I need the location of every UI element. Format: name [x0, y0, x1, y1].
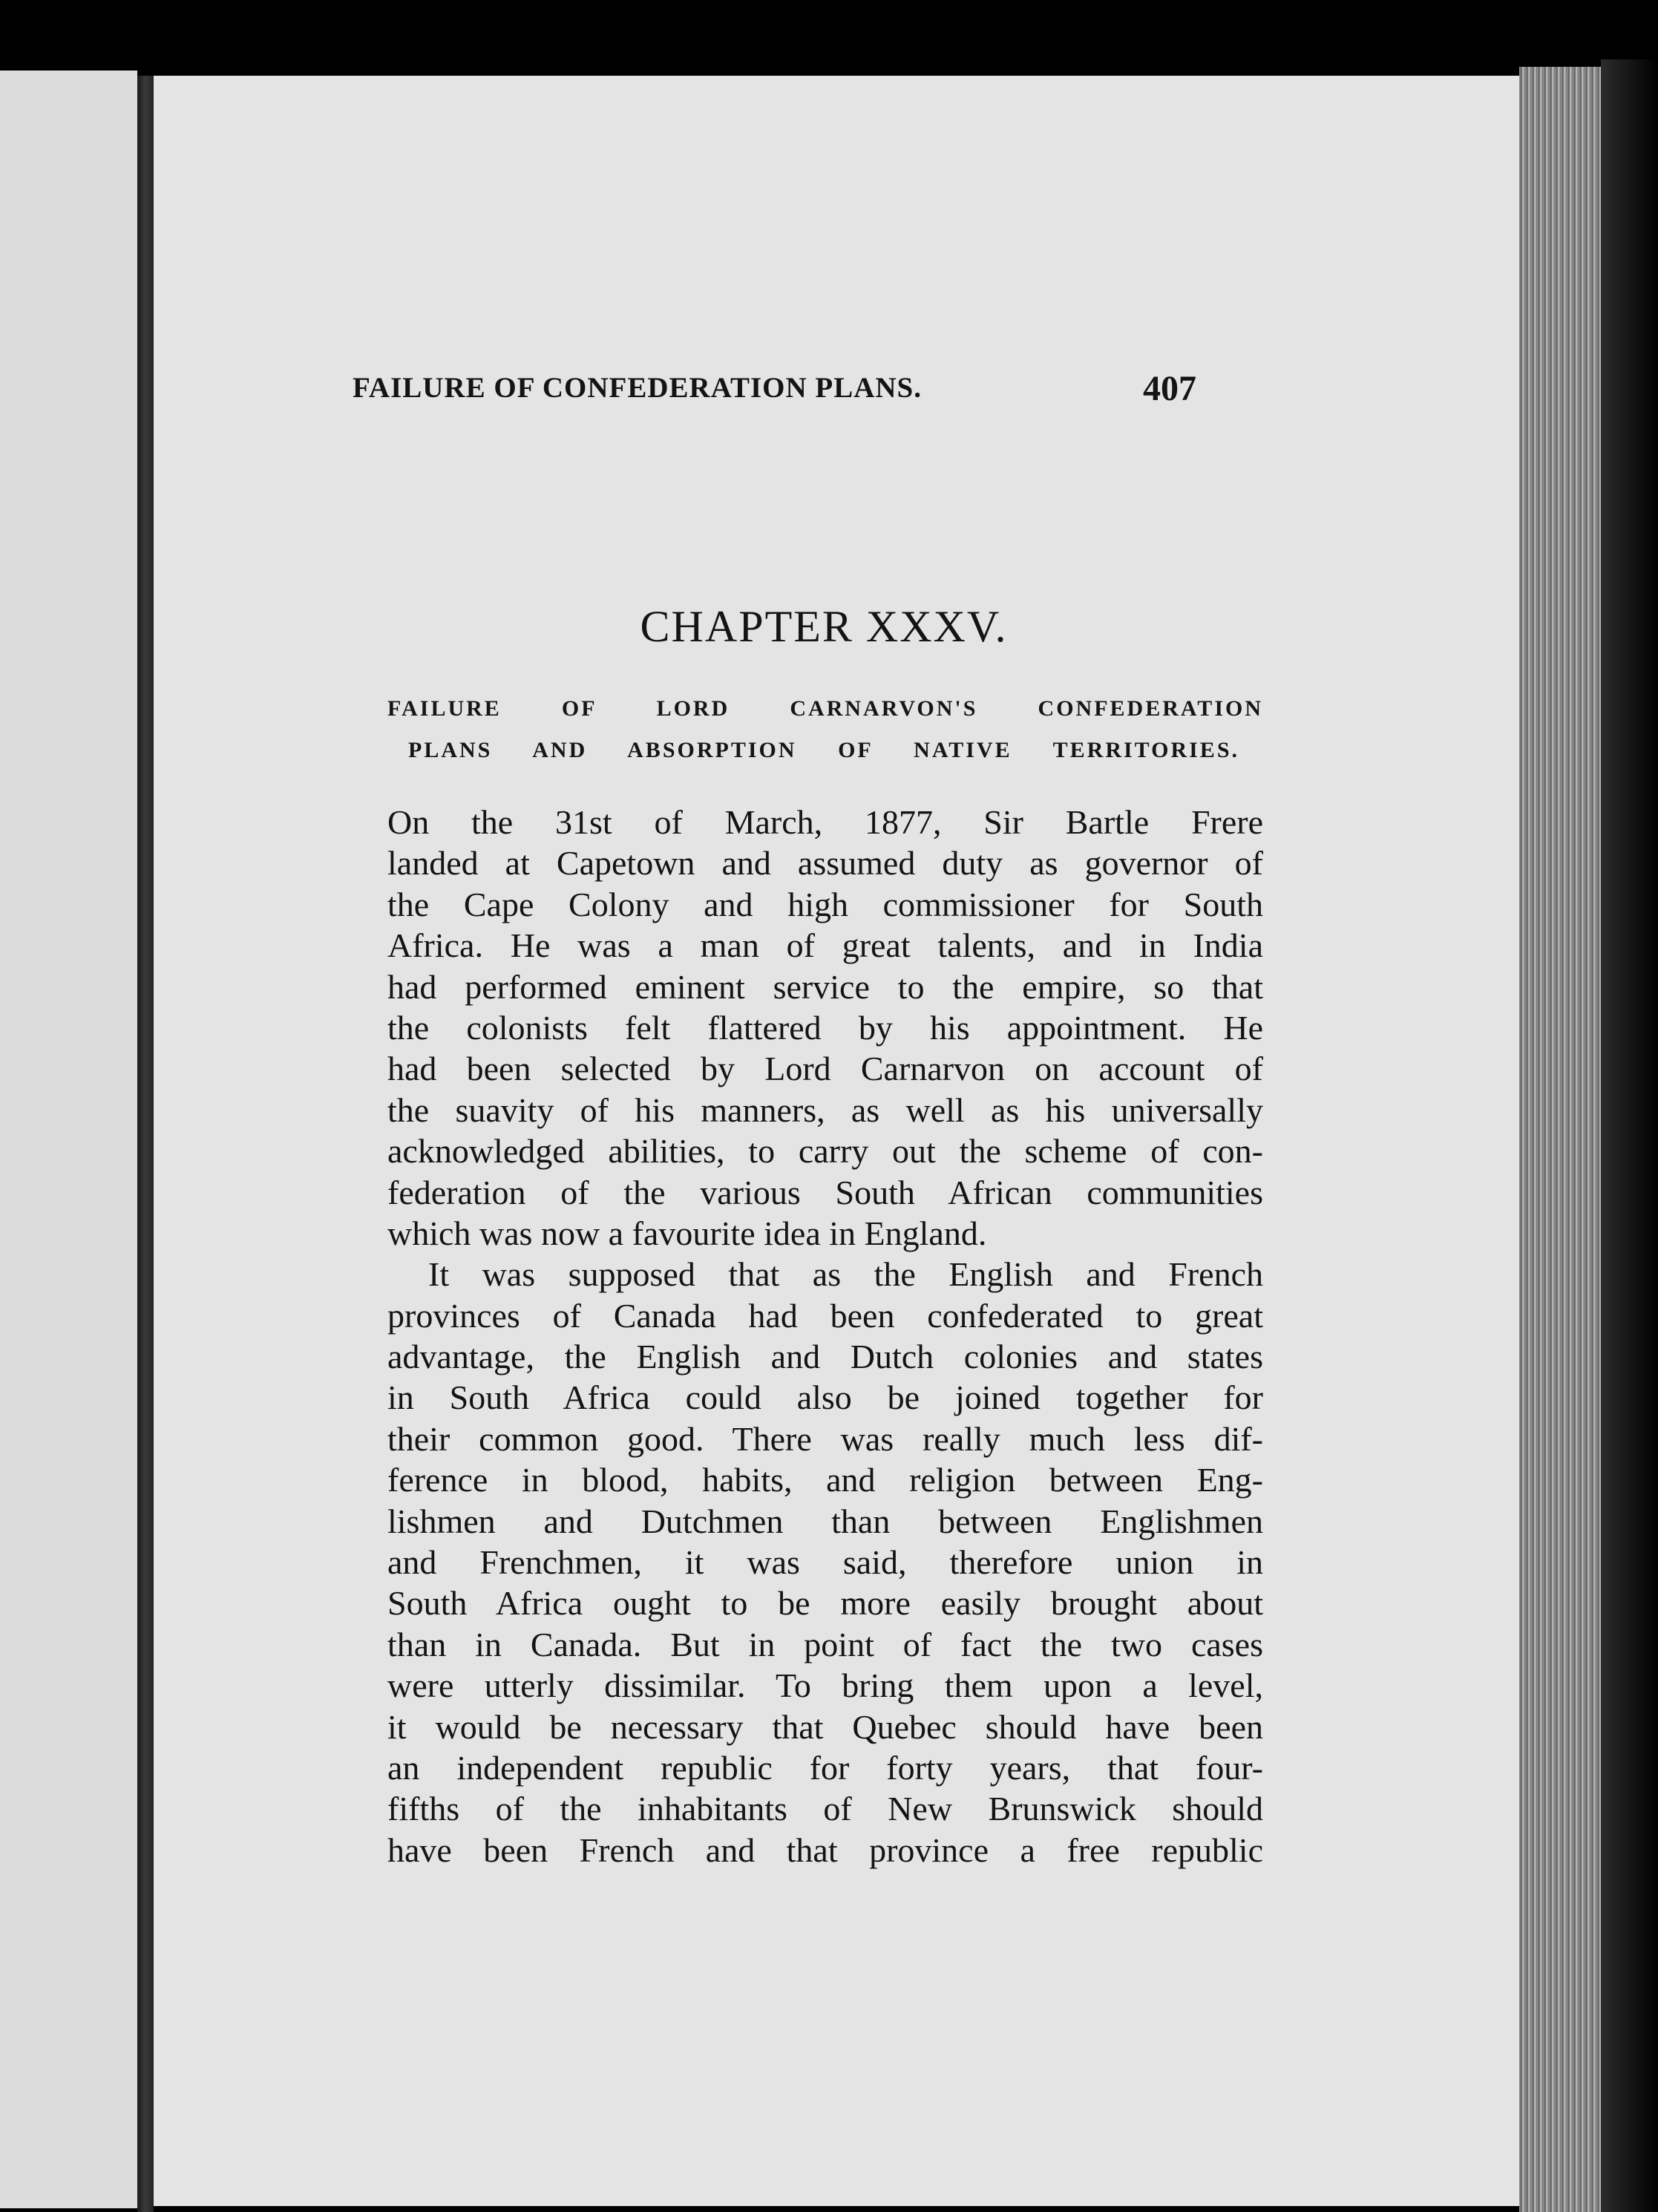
text-line: have been French and that province a free republic [387, 1830, 1263, 1869]
text-line: the Cape Colony and high commissioner for South [387, 885, 1263, 923]
text-line: Africa. He was a man of great talents, and in India [387, 926, 1263, 965]
body-text [387, 802, 1263, 1871]
page-number: 407 [1143, 369, 1196, 408]
book-gutter [137, 0, 154, 2212]
text-line: advantage, the English and Dutch colonies and states [387, 1338, 1263, 1376]
text-line: On the 31st of March, 1877, Sir Bartle Frere [387, 803, 1263, 841]
scan-border-right [1601, 59, 1658, 2212]
text-line: federation of the various South African communities [387, 1173, 1263, 1211]
text-line: provinces of Canada had been confederated to great [387, 1296, 1263, 1335]
scan-border-top [137, 0, 1658, 76]
text-line: had been selected by Lord Carnarvon on account of [387, 1050, 1263, 1088]
text-line: had performed eminent service to the empire, so that [387, 967, 1263, 1006]
scan-border-top-left [0, 0, 137, 71]
text-line: South Africa ought to be more easily brought about [387, 1584, 1263, 1623]
text-line: it would be necessary that Quebec should have been [387, 1707, 1263, 1746]
text-line: were utterly dissimilar. To bring them upon a level, [387, 1666, 1263, 1705]
text-line: in South Africa could also be joined together for [387, 1378, 1263, 1417]
chapter-subtitle-line: PLANS AND ABSORPTION OF NATIVE TERRITORIES. [408, 738, 1239, 762]
text-line: than in Canada. But in point of fact the two cases [387, 1625, 1263, 1663]
text-line: fifths of the inhabitants of New Brunswick should [387, 1790, 1263, 1828]
text-line: and Frenchmen, it was said, therefore union in [387, 1543, 1263, 1582]
text-line: an independent republic for forty years, that four- [387, 1748, 1263, 1787]
running-title: FAILURE OF CONFEDERATION PLANS. [353, 372, 922, 404]
chapter-subtitle-line: FAILURE OF LORD CARNARVON'S CONFEDERATION [387, 696, 1263, 721]
text-line: acknowledged abilities, to carry out the scheme of con- [387, 1132, 1263, 1171]
text-line: It was supposed that as the English and French [428, 1255, 1263, 1294]
text-line: landed at Capetown and assumed duty as governor of [387, 844, 1263, 883]
text-line: lishmen and Dutchmen than between Englishmen [387, 1502, 1263, 1540]
text-line: which was now a favourite idea in England. [387, 1214, 987, 1252]
facing-page-edge [0, 71, 142, 2208]
text-line: the suavity of his manners, as well as his universally [387, 1090, 1263, 1129]
chapter-heading: CHAPTER XXXV. [640, 602, 1008, 651]
page-stack-edges [1519, 67, 1601, 2212]
text-line: ference in blood, habits, and religion between Eng- [387, 1461, 1263, 1499]
text-line: their common good. There was really much less dif- [387, 1419, 1263, 1458]
text-line: the colonists felt flattered by his appointment. He [387, 1008, 1263, 1047]
